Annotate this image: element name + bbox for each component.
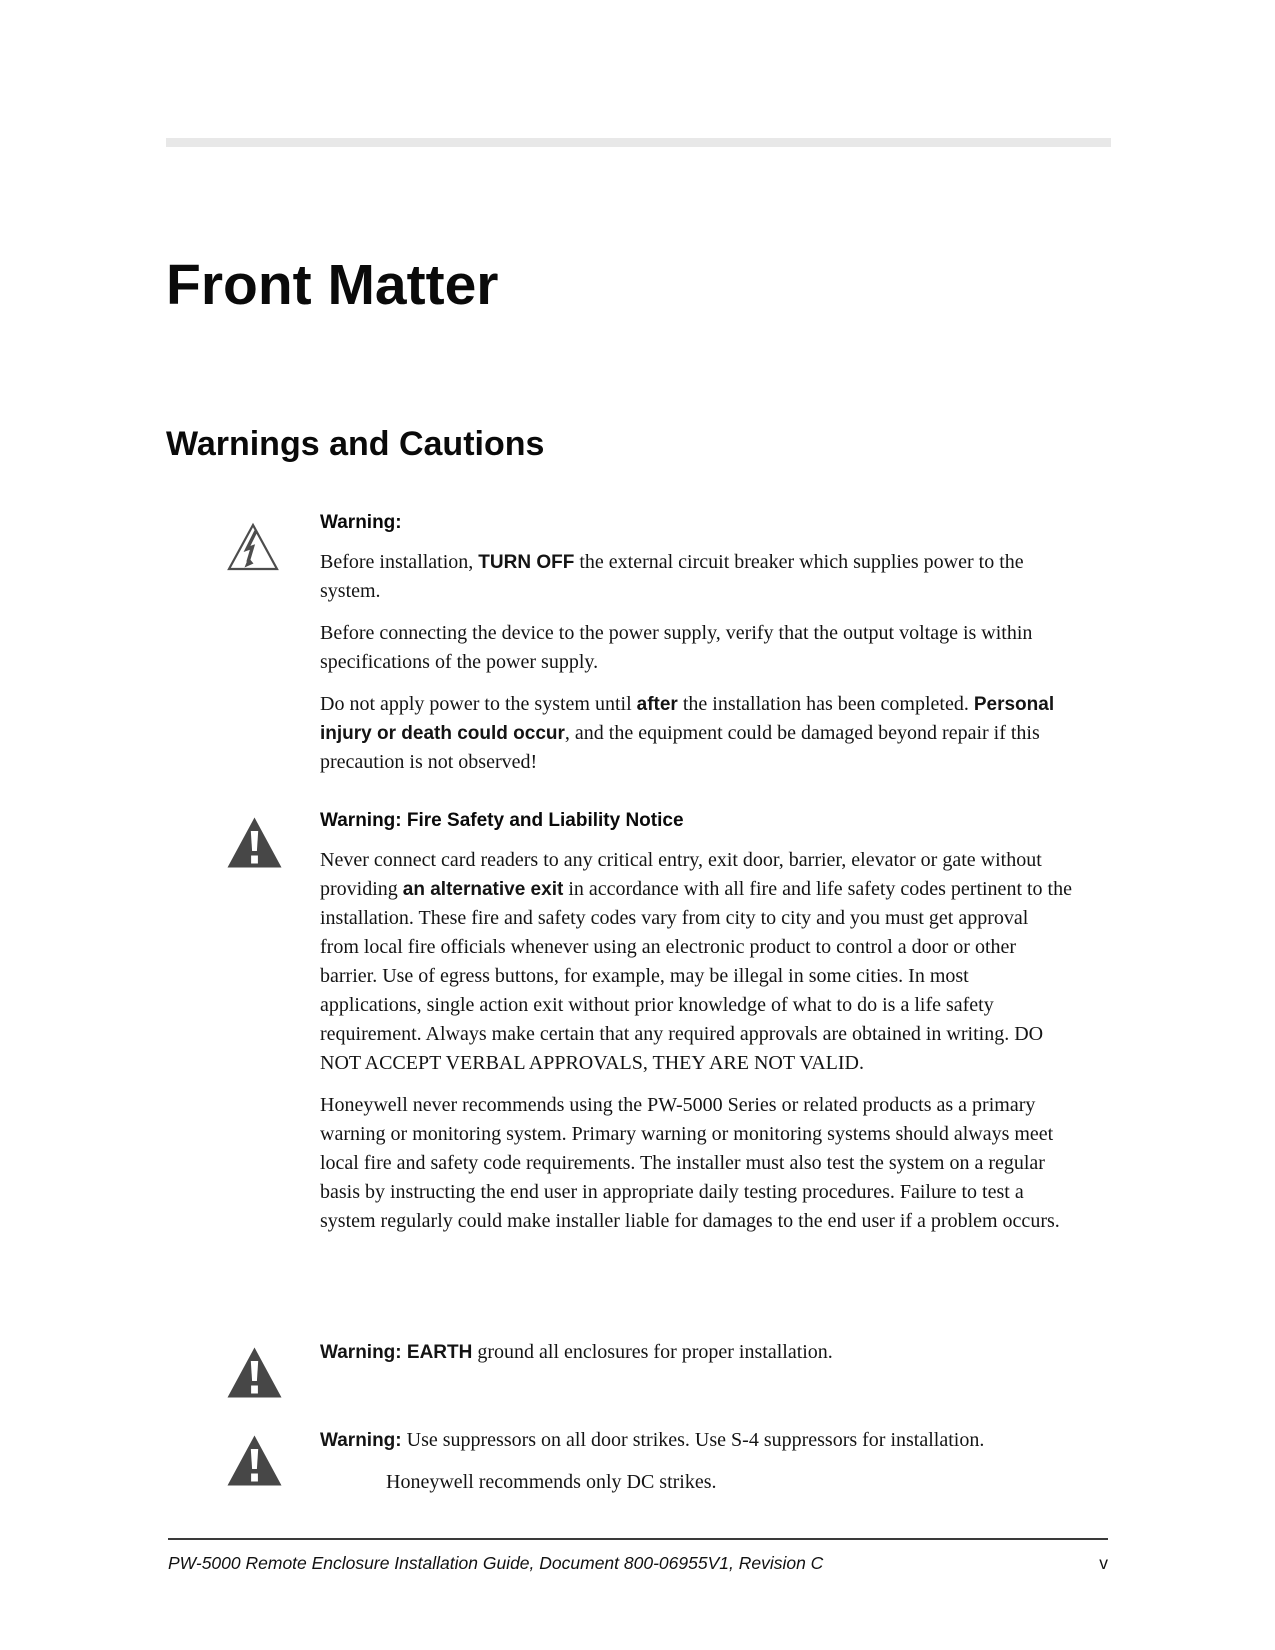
warning-text [320,1426,1072,1497]
text-run: the external circuit breaker which supplies power to the system. [320,551,1024,602]
page-footer [168,1538,1108,1574]
warning-text [320,510,1072,777]
text-run: Never connect card readers to any critical entry, exit door, barrier, elevator or gate without providing [320,849,1042,900]
bold-text-run: Personal injury or death could occur [320,694,1055,744]
warning-paragraph [320,548,1072,606]
warning-paragraph [320,1426,1072,1455]
text-run: Use suppressors on all door strikes. Use S-4 suppressors for installation. [401,1429,985,1451]
warning-block-power [166,510,1110,777]
icon-cell [166,1426,320,1487]
warning-paragraph [320,619,1072,677]
warning-text [320,808,1072,1236]
general-warning-icon [226,1434,320,1487]
text-run: Before connecting the device to the power supply, verify that the output voltage is within specifications of the power supply. [320,622,1033,673]
bold-text-run: Warning: [320,512,402,533]
text-run: ground all enclosures for proper installation. [472,1341,833,1363]
text-run: Honeywell never recommends using the PW-5000 Series or related products as a primary warning or monitoring system. Primary warning or monitoring systems should always meet local fire and safety code requirements. The installer must also test the system on a regular basis by instructing the end user in appropriate daily testing procedures. Failure to test a system regularly could make installer liable for damages to the end user if a problem occurs. [320,1094,1060,1232]
text-run: the installation has been completed. [677,693,974,715]
text-run: Do not apply power to the system until [320,693,637,715]
bold-text-run: Warning: [320,1430,402,1451]
warning-paragraph [320,846,1072,1078]
text-run: Honeywell recommends only DC strikes. [386,1471,717,1493]
warning-paragraph [320,1091,1072,1236]
page-number: v [1099,1553,1108,1573]
section-title: Warnings and Cautions [166,425,545,463]
bold-text-run: Warning: EARTH [320,1342,473,1363]
bold-text-run: an alternative exit [402,879,564,900]
warning-paragraph [320,690,1072,777]
text-run: in accordance with all fire and life safety codes pertinent to the installation. These fire and safety codes vary from city to city and you must get approval from local fire officials whenever using an electronic product to control a door or other barrier. Use of egress buttons, for example, may be illegal in some cities. In most applications, single action exit without prior knowledge of what to do is a life safety requirement. Always make certain that any required approvals are obtained in writing. DO NOT ACCEPT VERBAL APPROVALS, THEY ARE NOT VALID. [320,878,1072,1074]
high-voltage-warning-icon [226,522,320,572]
warning-block-suppressors [166,1426,1110,1497]
text-run: Before installation, [320,551,479,573]
icon-cell [166,1338,320,1399]
warning-label [320,808,1072,834]
bold-text-run: after [636,694,678,715]
general-warning-icon [226,816,320,869]
header-rule [166,138,1111,147]
general-warning-icon [226,1346,320,1399]
warning-paragraph [320,1338,1072,1367]
text-run: , and the equipment could be damaged beyond repair if this precaution is not observed! [320,722,1040,773]
warning-label [320,510,1072,536]
warning-block-earth-ground [166,1338,1110,1399]
icon-cell [166,510,320,572]
bold-text-run: Warning: Fire Safety and Liability Notice [320,810,684,831]
chapter-title: Front Matter [166,253,499,317]
footer-document-title: PW-5000 Remote Enclosure Installation Guide, Document 800-06955V1, Revision C [168,1553,824,1573]
bold-text-run: TURN OFF [478,552,575,573]
warning-text [320,1338,1072,1367]
warning-block-fire-safety [166,808,1110,1236]
icon-cell [166,808,320,869]
warning-paragraph-continuation [320,1468,1072,1497]
